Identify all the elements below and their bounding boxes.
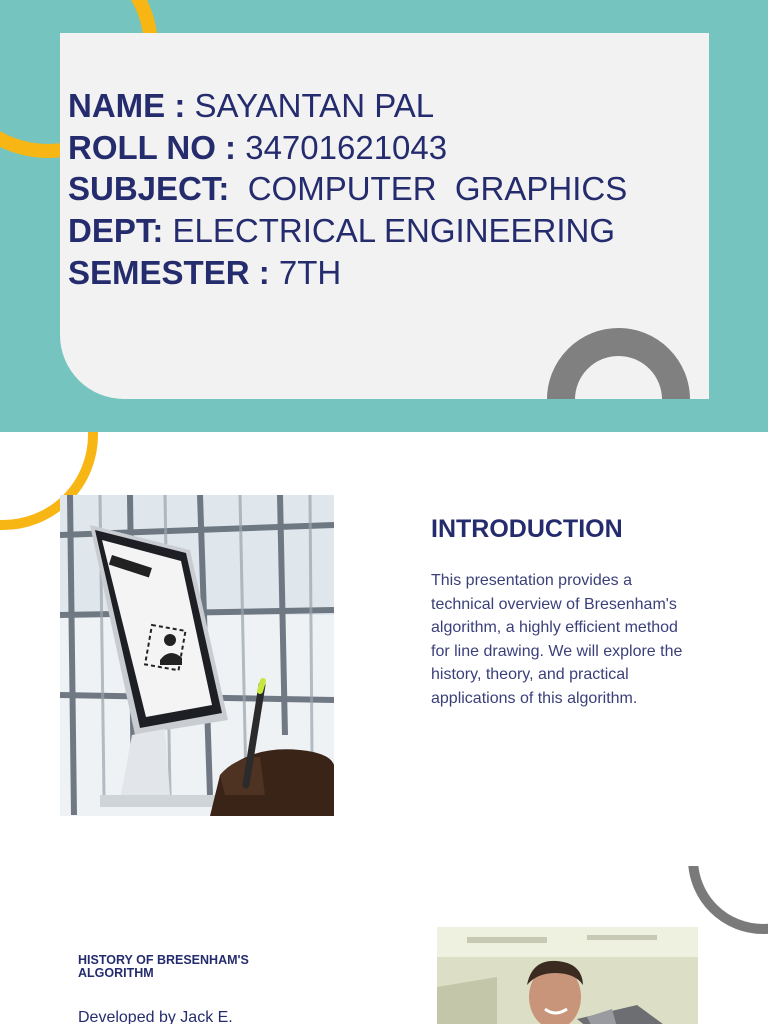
- history-title: HISTORY OF BRESENHAM'S ALGORITHM: [78, 953, 249, 980]
- roll-label: ROLL NO :: [68, 128, 237, 166]
- history-slide: [0, 866, 768, 1024]
- name-line: [68, 85, 627, 127]
- info-card: [60, 33, 709, 399]
- subject-value: COMPUTER GRAPHICS: [247, 170, 628, 208]
- subject-label: SUBJECT:: [68, 170, 230, 208]
- designer-monitor-photo: [60, 495, 334, 816]
- semester-label: SEMESTER :: [68, 253, 270, 291]
- dept-value: ELECTRICAL ENGINEERING: [172, 212, 616, 250]
- dept-label: DEPT:: [68, 212, 164, 250]
- semester-value: 7TH: [278, 253, 342, 291]
- name-value: SAYANTAN PAL: [194, 87, 435, 124]
- grey-ring-decoration: [688, 866, 768, 934]
- smiling-man-photo: [437, 927, 698, 1024]
- dept-line: [68, 210, 627, 252]
- roll-line: [68, 127, 627, 169]
- smiling-man-illustration: [437, 927, 698, 1024]
- designer-monitor-illustration: [60, 495, 334, 816]
- intro-body: This presentation provides a technical overview of Bresenham's algorithm, a highly efficient method for line drawing. We will explore the history, theory, and practical applications of this algorithm.: [431, 572, 683, 707]
- intro-slide: [0, 432, 768, 866]
- student-info: [68, 85, 627, 294]
- subject-line: [68, 168, 627, 210]
- history-body: Developed by Jack E.: [78, 1009, 233, 1024]
- name-label: NAME :: [68, 87, 186, 124]
- cover-slide: [0, 0, 768, 432]
- intro-title: INTRODUCTION: [431, 515, 623, 543]
- semester-line: [68, 252, 627, 294]
- roll-value: 34701621043: [245, 128, 448, 166]
- grey-ring-decoration: [547, 328, 690, 399]
